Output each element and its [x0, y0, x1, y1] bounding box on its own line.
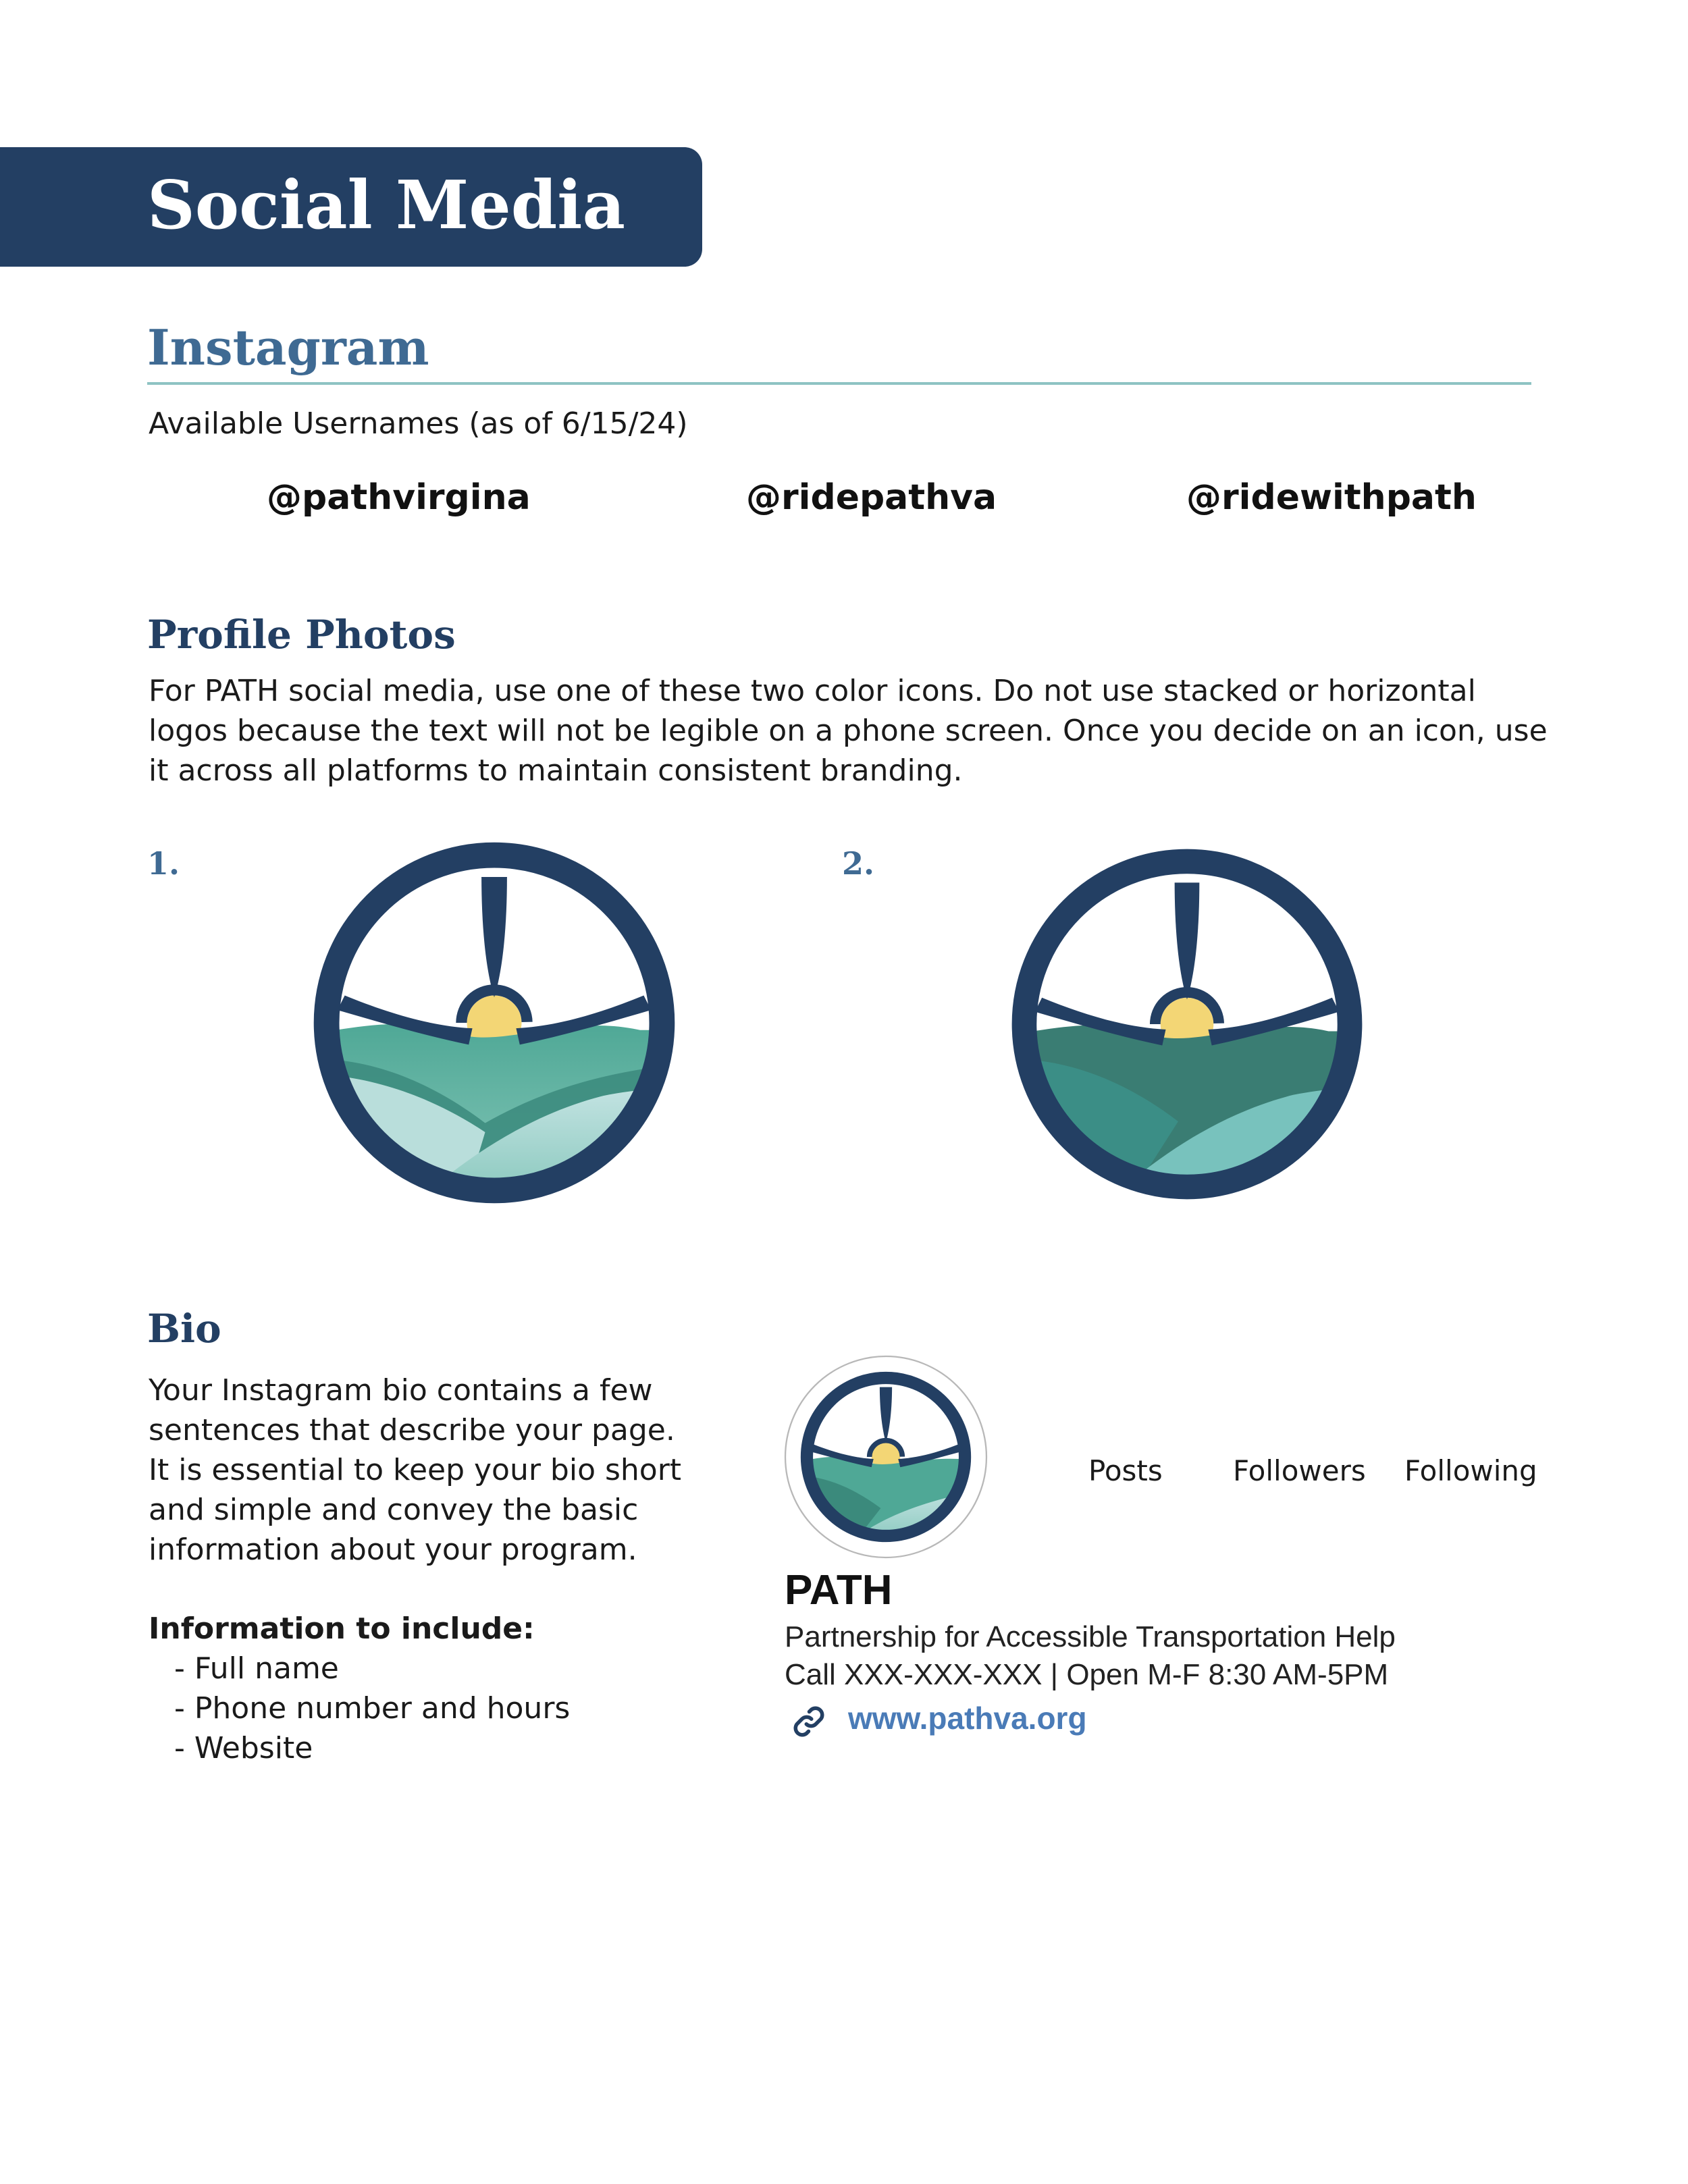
paragraph-line: Your Instagram bio contains a few: [149, 1373, 653, 1408]
usernames-label: Available Usernames (as of 6/15/24): [149, 406, 688, 441]
stat-following[interactable]: Following: [1404, 1454, 1537, 1487]
profile-photos-paragraph: [149, 671, 1548, 791]
paragraph-line: For PATH social media, use one of these two color icons. Do not use stacked or horizontal: [149, 674, 1476, 708]
bio-heading: Bio: [147, 1306, 221, 1352]
icon-option-number: 1.: [147, 845, 180, 882]
profile-full-name: Partnership for Accessible Transportation Help: [785, 1620, 1396, 1653]
profile-photos-heading: Profile Photos: [147, 612, 456, 658]
instagram-heading: Instagram: [147, 319, 429, 376]
paragraph-line: logos because the text will not be legible on a phone screen. Once you decide on an icon, use: [149, 714, 1548, 748]
paragraph-line: It is essential to keep your bio short: [149, 1453, 682, 1487]
path-steering-wheel-icon-flat: [1010, 847, 1364, 1201]
profile-website-link[interactable]: www.pathva.org: [848, 1701, 1087, 1736]
stat-followers[interactable]: Followers: [1233, 1454, 1366, 1487]
page-title: Social Media: [147, 167, 625, 244]
paragraph-line: sentences that describe your page.: [149, 1413, 675, 1447]
profile-contact: Call XXX-XXX-XXX | Open M-F 8:30 AM-5PM: [785, 1658, 1389, 1691]
path-steering-wheel-icon-gradient: [312, 841, 677, 1205]
paragraph-line: information about your program.: [149, 1533, 637, 1567]
heading-divider: [147, 382, 1531, 385]
avatar: [783, 1354, 988, 1560]
bio-paragraph: [149, 1370, 729, 1570]
stat-posts[interactable]: Posts: [1088, 1454, 1163, 1487]
paragraph-line: and simple and convey the basic: [149, 1493, 639, 1527]
icon-option-number: 2.: [842, 845, 875, 882]
username-option: @pathvirgina: [267, 477, 531, 518]
list-item: - Full name: [174, 1651, 339, 1686]
list-item: - Phone number and hours: [174, 1691, 571, 1726]
include-list: [174, 1649, 570, 1768]
paragraph-line: it across all platforms to maintain consistent branding.: [149, 753, 963, 788]
include-label: Information to include:: [149, 1612, 535, 1646]
profile-name: PATH: [785, 1567, 893, 1614]
link-icon: [789, 1701, 829, 1742]
list-item: - Website: [174, 1731, 313, 1765]
username-option: @ridepathva: [746, 477, 997, 518]
username-option: @ridewithpath: [1186, 477, 1477, 518]
